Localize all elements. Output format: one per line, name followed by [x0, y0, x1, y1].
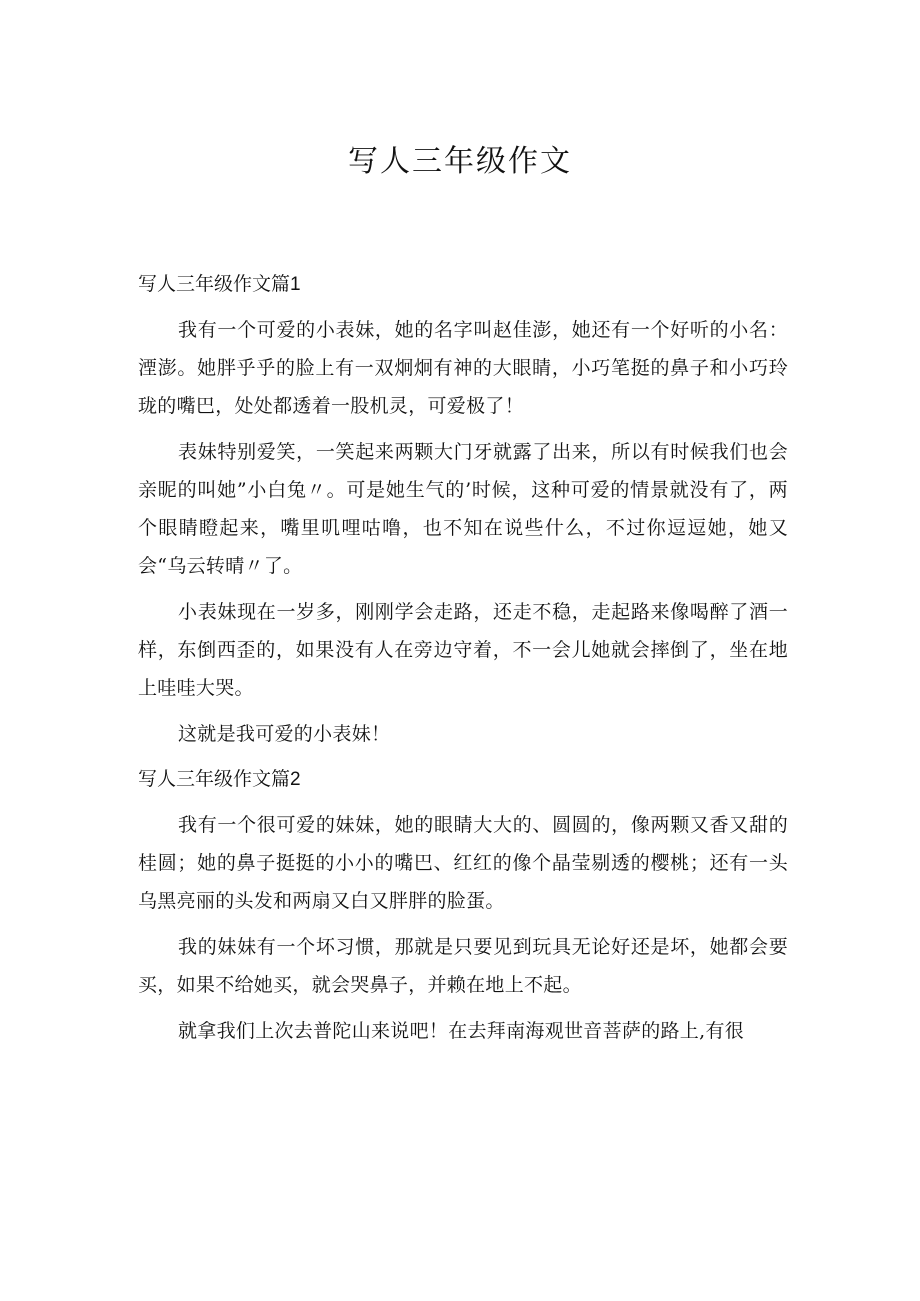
section-heading-1: [138, 266, 788, 303]
section-heading-text: 写人三年级作文篇: [138, 768, 291, 790]
section-heading-text: 写人三年级作文篇: [138, 273, 291, 295]
paragraph: 表妹特别爱笑，一笑起来两颗大门牙就露了出来，所以有时候我们也会亲昵的叫她”小白兔〃。可是她生气的’时候，这种可爱的情景就没有了，两个眼睛瞪起来，嘴里叽哩咕噜，也不知在说些什么，不过你逗逗她，她又会“乌云转晴〃了。: [138, 441, 788, 577]
section-heading-2: [138, 761, 788, 798]
section-heading-number: 1: [290, 274, 301, 295]
paragraph: 我的妹妹有一个坏习惯，那就是只要见到玩具无论好还是坏，她都会要买，如果不给她买，就会哭鼻子，并赖在地上不起。: [138, 936, 788, 996]
paragraph: 我有一个很可爱的妹妹，她的眼睛大大的、圆圆的，像两颗又香又甜的桂圆；她的鼻子挺挺的小小的嘴巴、红红的像个晶莹剔透的樱桃；还有一头乌黑亮丽的头发和两扇又白又胖胖的脸蛋。: [138, 814, 788, 912]
document-body: [138, 266, 788, 1050]
section-heading-number: 2: [290, 769, 301, 790]
paragraph: 就拿我们上次去普陀山来说吧！在去拜南海观世音菩萨的路上,有很: [178, 1020, 745, 1042]
paragraph: 小表妹现在一岁多，刚刚学会走路，还走不稳，走起路来像喝醉了酒一样，东倒西歪的，如果没有人在旁边守着，不一会儿她就会摔倒了，坐在地上哇哇大哭。: [138, 601, 788, 699]
paragraph: 我有一个可爱的小表妹，她的名字叫赵佳澎，她还有一个好听的小名：湮澎。她胖乎乎的脸上有一双炯炯有神的大眼睛，小巧笔挺的鼻子和小巧玲珑的嘴巴，处处都透着一股机灵，可爱极了！: [138, 319, 788, 417]
paragraph: 这就是我可爱的小表妹！: [178, 723, 391, 745]
document-title: 写人三年级作文: [348, 144, 572, 179]
